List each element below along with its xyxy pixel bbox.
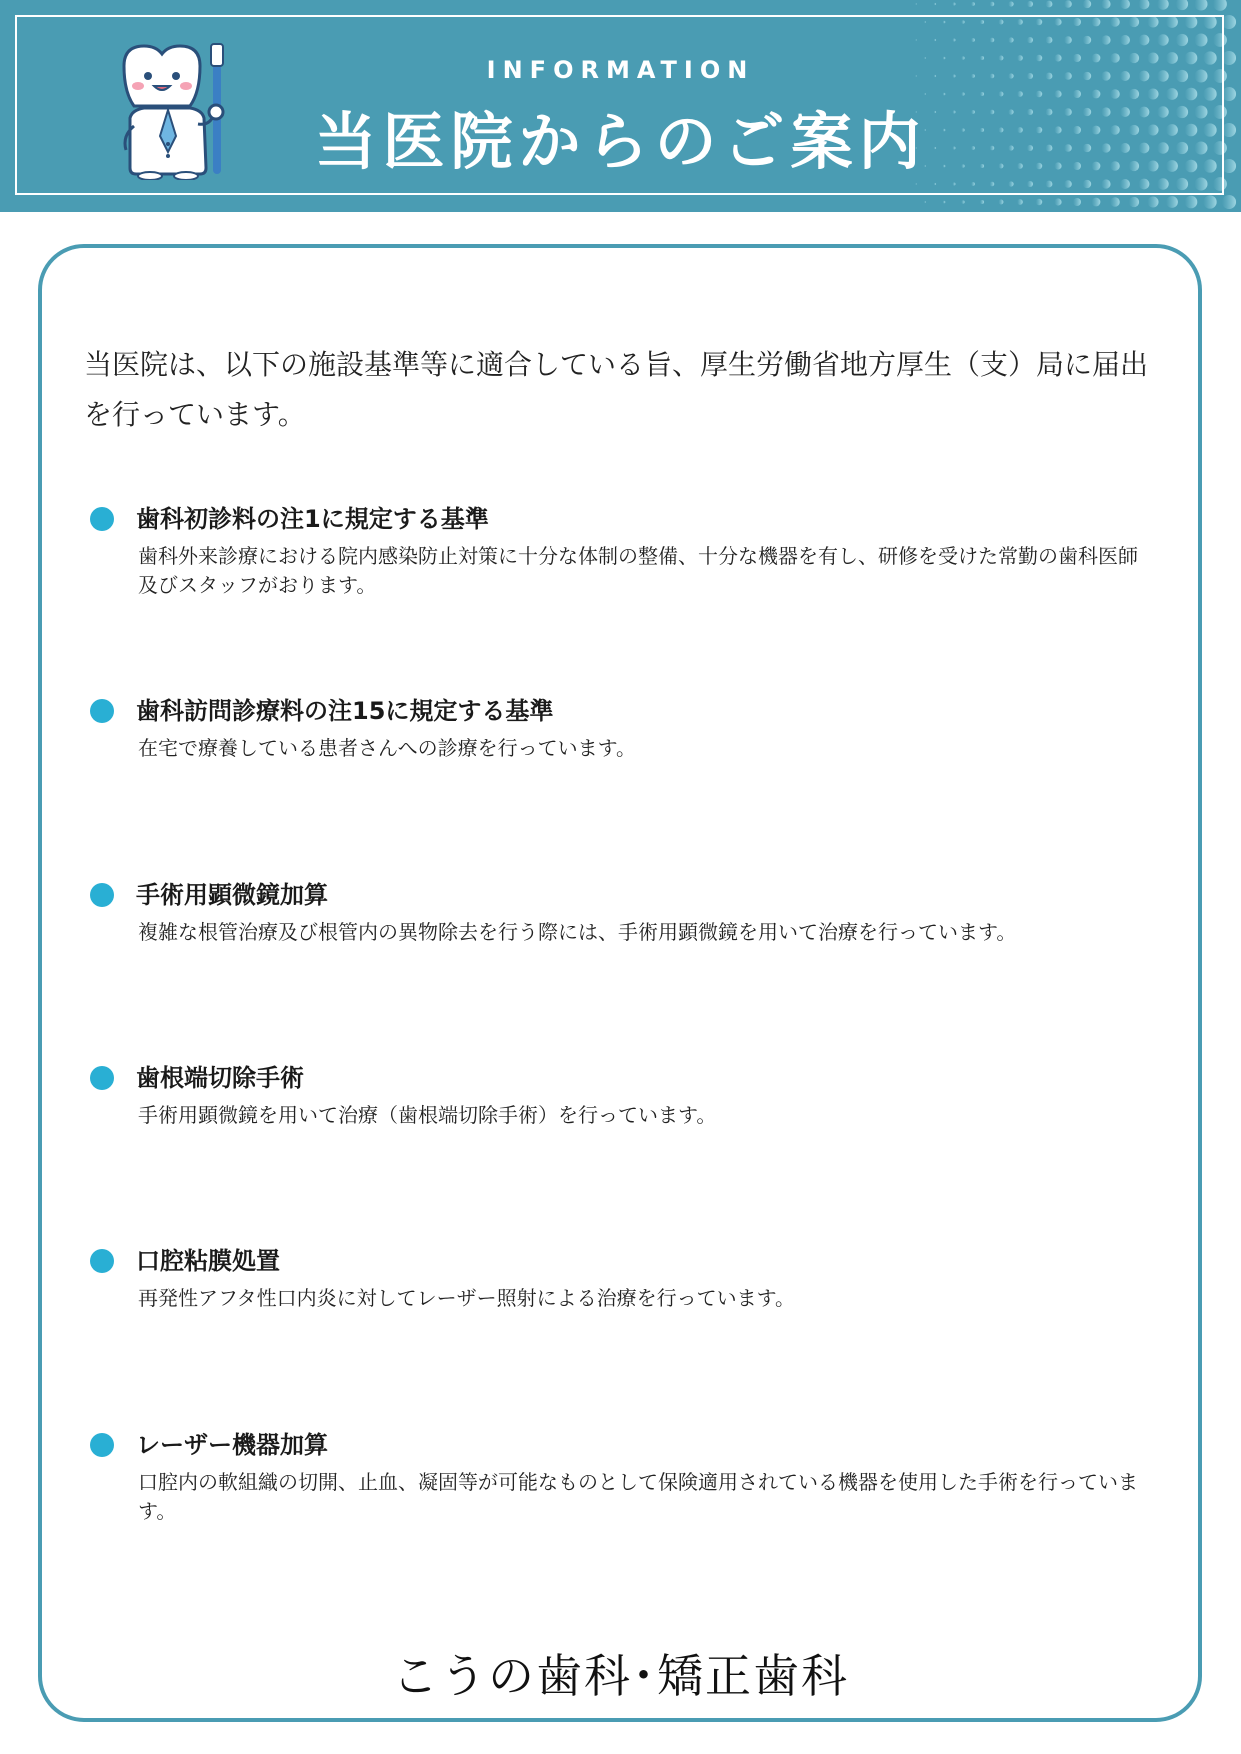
item-description: 口腔内の軟組織の切開、止血、凝固等が可能なものとして保険適用されている機器を使用した手術を行っています。	[138, 1470, 1138, 1523]
bullet-dot-icon	[90, 1066, 114, 1090]
header-subtitle: INFORMATION	[486, 56, 755, 84]
bullet-dot-icon	[90, 1433, 114, 1457]
item-title: 歯科訪問診療料の注15に規定する基準	[136, 697, 554, 725]
bullet-dot-icon	[90, 1249, 114, 1273]
item-description: 複雑な根管治療及び根管内の異物除去を行う際には、手術用顕微鏡を用いて治療を行っています。	[138, 920, 1017, 944]
bullet-dot-icon	[90, 883, 114, 907]
item-title: 歯科初診料の注1に規定する基準	[136, 505, 489, 533]
item-description: 手術用顕微鏡を用いて治療（歯根端切除手術）を行っています。	[138, 1103, 717, 1127]
item-description: 再発性アフタ性口内炎に対してレーザー照射による治療を行っています。	[138, 1286, 795, 1310]
item-description: 歯科外来診療における院内感染防止対策に十分な体制の整備、十分な機器を有し、研修を受けた常勤の歯科医師及びスタッフがおります。	[138, 544, 1138, 597]
intro-text: 当医院は、以下の施設基準等に適合している旨、厚生労働省地方厚生（支）局に届出を行っています。	[84, 348, 1149, 431]
clinic-name: こうの歯科･矯正歯科	[392, 1649, 849, 1703]
item-title: 歯根端切除手術	[136, 1064, 304, 1092]
item-title: 手術用顕微鏡加算	[136, 881, 328, 909]
header-banner	[0, 0, 1241, 212]
bullet-dot-icon	[90, 699, 114, 723]
item-title: レーザー機器加算	[136, 1431, 328, 1459]
item-description: 在宅で療養している患者さんへの診療を行っています。	[138, 736, 636, 760]
bullet-dot-icon	[90, 507, 114, 531]
page-title: 当医院からのご案内	[314, 105, 927, 178]
item-title: 口腔粘膜処置	[136, 1247, 280, 1275]
